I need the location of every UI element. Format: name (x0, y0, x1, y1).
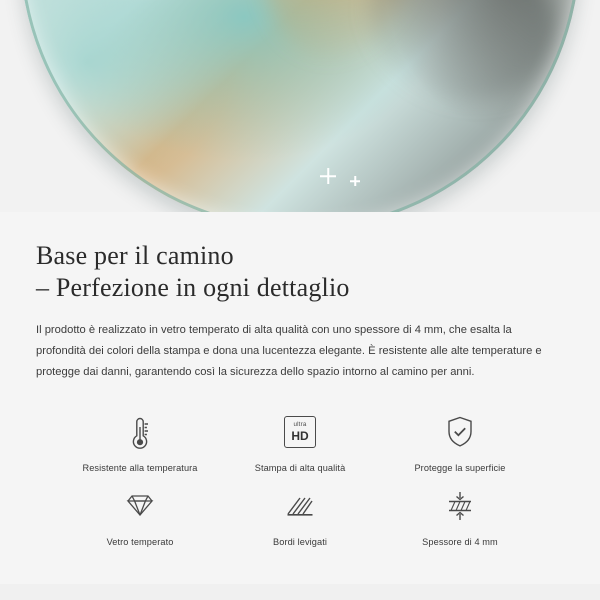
page-title (36, 240, 564, 304)
feature-label: Spessore di 4 mm (422, 537, 498, 547)
feature-grid (36, 409, 564, 547)
feature-label: Stampa di alta qualità (254, 463, 346, 473)
polished-edges-icon (282, 483, 318, 529)
feature-label: Vetro temperato (106, 537, 174, 547)
feature-label: Bordi levigati (273, 537, 327, 547)
feature-item-thickness (380, 483, 540, 547)
content-block (0, 212, 600, 547)
feature-item-print-quality (220, 409, 380, 473)
shield-check-icon (443, 409, 477, 455)
ultra-hd-badge-top: ultra (293, 421, 307, 429)
feature-item-surface-protection (380, 409, 540, 473)
diamond-icon (121, 483, 159, 529)
page-title-line-2: – Perfezione in ogni dettaglio (36, 273, 350, 302)
glass-edge-rim (20, 0, 580, 212)
feature-item-tempered-glass (60, 483, 220, 547)
feature-item-polished-edges (220, 483, 380, 547)
product-description: Il prodotto è realizzato in vetro temperato di alta qualità con uno spessore di 4 mm, che esalta la profondità dei colori della stampa e dona una lucentezza elegante. È resistente alle alte temperature e protegge dai danni, garantendo così la sicurezza dello spazio intorno al camino per anni. (36, 324, 542, 378)
hero-image-area (0, 0, 600, 212)
feature-label: Resistente alla temperatura (82, 463, 198, 473)
ultra-hd-badge-bottom: HD (291, 428, 309, 443)
thermometer-icon (125, 409, 155, 455)
feature-label: Protegge la superficie (414, 463, 506, 473)
glass-plate-image (20, 0, 580, 212)
bottom-spacer (0, 584, 600, 600)
ultra-hd-icon (284, 409, 316, 455)
thickness-arrows-icon (442, 483, 478, 529)
page-title-line-1: Base per il camino (36, 241, 234, 270)
feature-item-temperature (60, 409, 220, 473)
